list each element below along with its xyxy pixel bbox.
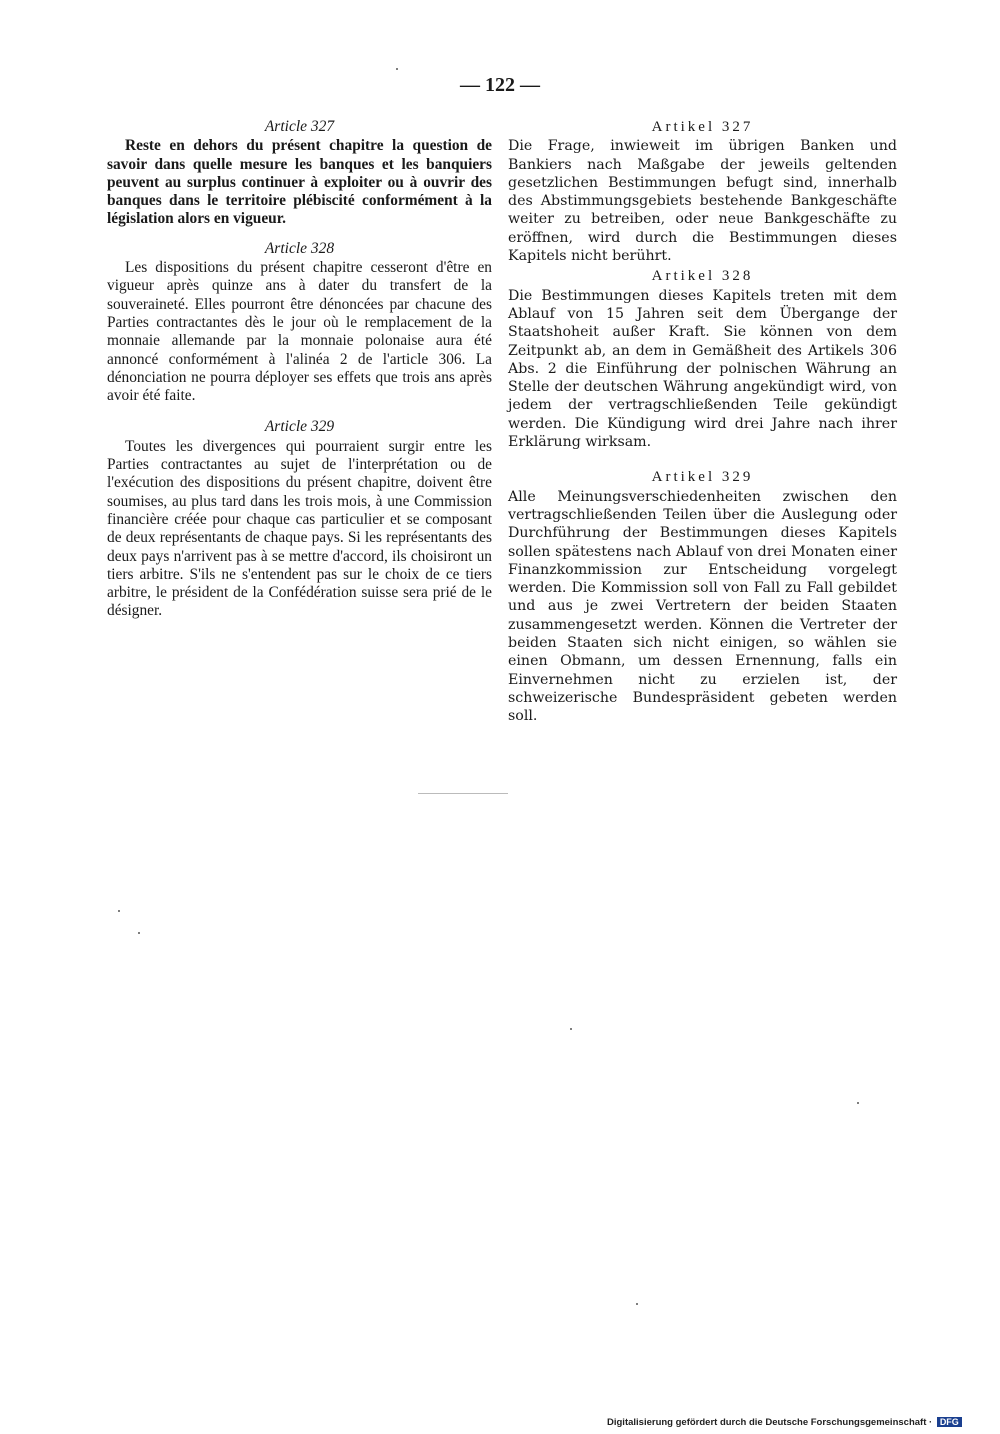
page-number: — 122 —	[460, 74, 540, 96]
scan-artifact-line	[418, 793, 508, 794]
article-328-heading-de: Artikel 328	[651, 268, 754, 285]
article-328-heading-fr: Article 328	[264, 239, 335, 257]
article-329-heading-de: Artikel 329	[651, 469, 754, 486]
scan-speck	[396, 68, 398, 70]
article-327-text-de: Die Frage, inwieweit im übrigen Banken und Bankiers nach Maßgabe der jeweils geltenden gesetzlichen Bestimmungen befugt sind, innerhalb des Abstimmungsgebiets bestehende Bankgeschäfte weiter zu betreiben, oder neue Bankgeschäfte zu eröffnen, wird durch die Bestimmungen dieses Kapitels nicht berührt.	[508, 138, 897, 265]
german-column	[508, 118, 897, 726]
scan-speck	[636, 1303, 638, 1305]
scan-speck	[857, 1102, 859, 1104]
footer-text: Digitalisierung gefördert durch die Deutsche Forschungsgemeinschaft ·	[607, 1417, 933, 1428]
article-327-text-fr: Reste en dehors du présent chapitre la question de savoir dans quelle mesure les banques et les banquiers peuvent au surplus continuer à exploiter ou à ouvrir des banques dans le territoire plébiscité conformément à la législation alors en vigueur.	[107, 137, 492, 228]
article-329-heading-fr: Article 329	[264, 418, 335, 436]
article-329-text-de: Alle Meinungsverschiedenheiten zwischen den vertragschließenden Teilen über die Auslegung oder Durchführung der Bestimmungen dieses Kapitels sollen spätestens nach Ablauf von drei Monaten einer Finanzkommission zur Entscheidung vorgelegt werden. Die Kommission soll von Fall zu Fall gebildet und aus je zwei Vertretern der beiden Staaten zusammengesetzt werden. Können die Vertreter der beiden Staaten sich nicht einigen, so wählen sie einen Obmann, um dessen Ernennung, falls ein Einvernehmen nicht zu erzielen ist, der schweizerische Bundespräsident gebeten werden soll.	[508, 488, 897, 725]
scan-speck	[118, 910, 120, 912]
article-328-text-de: Die Bestimmungen dieses Kapitels treten mit dem Ablauf von 15 Jahren seit dem Übergange der Staatshoheit außer Kraft. Sie können von dem Zeitpunkt ab, an dem in Gemäßheit des Artikels 306 Abs. 2 die Einführung der polnischen Währung an Stelle der deutschen Währung angekündigt wird, von jedem der vertragschließenden Teile gekündigt werden. Die Kündigung wird drei Jahre nach ihrer Erklärung wirksam.	[508, 287, 897, 451]
article-327-heading-de: Artikel 327	[651, 119, 754, 135]
french-column	[107, 118, 492, 621]
article-329-text-fr: Toutes les divergences qui pourraient surgir entre les Parties contractantes au sujet de l'interprétation ou de l'exécution des dispositions du présent chapitre, doivent être soumises, au plus tard dans les trois mois, à une Commission financière créée pour chaque cas particulier et se composant de deux représentants de chaque pays. Si les représentants des deux pays n'arrivent pas à se mettre d'accord, ils choisiront un tiers arbitre. S'ils ne s'entendent pas sur le choix de ce tiers arbitre, le président de la Confédération suisse sera prié de le désigner.	[107, 437, 492, 620]
digitization-footer	[607, 1417, 962, 1428]
dfg-logo: DFG	[937, 1417, 962, 1427]
article-328-text-fr: Les dispositions du présent chapitre cesseront d'être en vigueur après quinze ans à dater du transfert de la souveraineté. Elles pourront être dénoncées par chacune des Parties contractantes dès le jour où le remplacement de la monnaie allemande par la monnaie polonaise aura été annoncé conformément à l'alinéa 2 de l'article 306. La dénonciation ne pourra déployer ses effets que trois ans après avoir été faite.	[107, 259, 492, 405]
scan-speck	[138, 932, 140, 934]
article-327-heading-fr: Article 327	[264, 118, 335, 135]
scan-speck	[570, 1028, 572, 1030]
